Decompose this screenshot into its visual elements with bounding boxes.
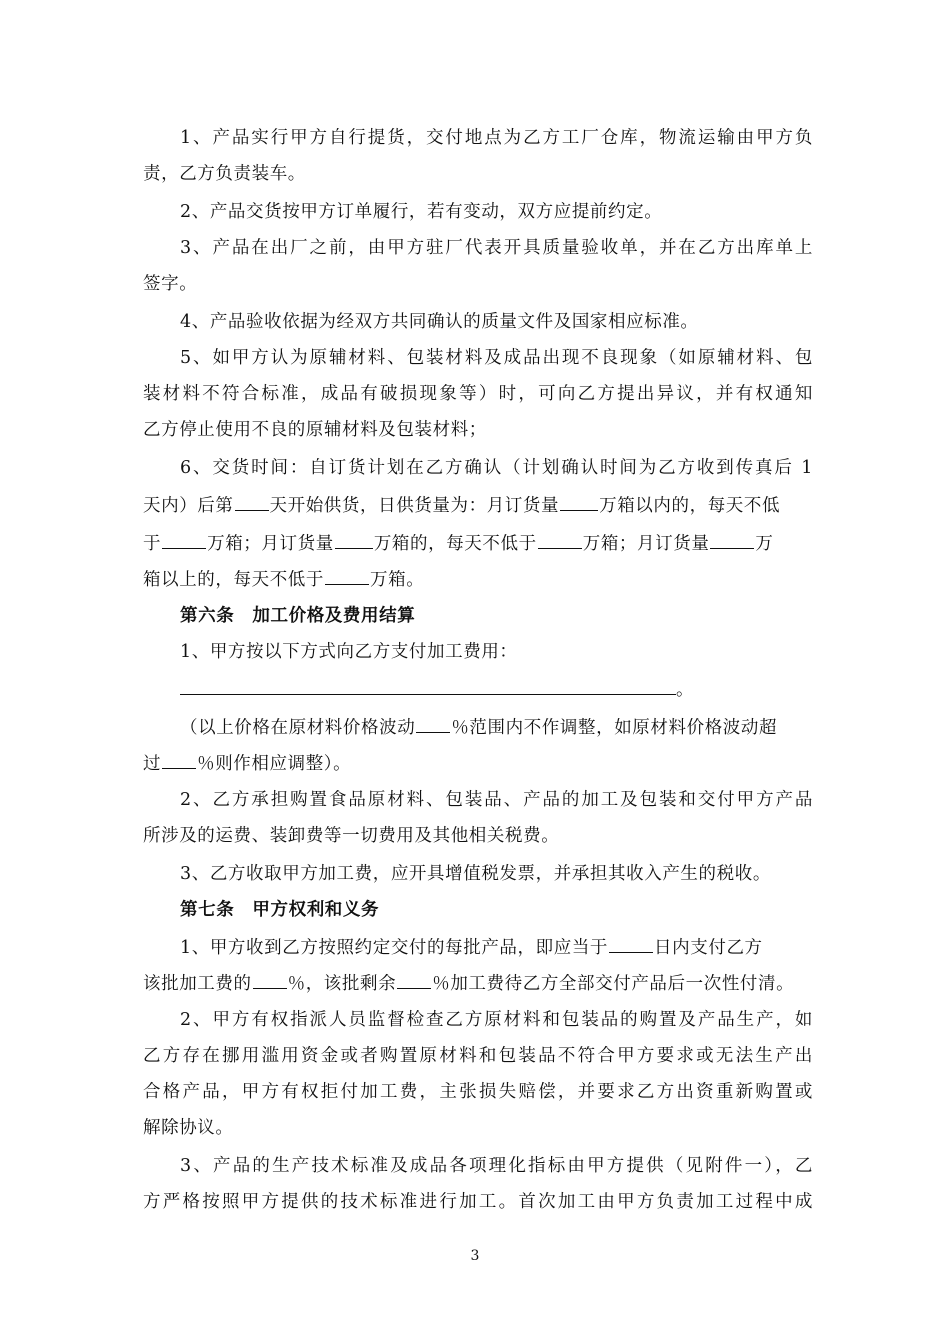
clause-5-5-line-1: 5、如甲方认为原辅材料、包装材料及成品出现不良现象（如原辅材料、包: [180, 348, 813, 368]
blank-field[interactable]: [397, 970, 431, 989]
text: 。: [676, 680, 695, 700]
clause-5-1-line-1: 1、产品实行甲方自行提货，交付地点为乙方工厂仓库，物流运输由甲方负: [180, 128, 813, 148]
text: ％，该批剩余: [287, 974, 397, 994]
blank-field[interactable]: [180, 676, 676, 695]
text: （以上价格在原材料价格波动: [180, 718, 416, 738]
text: ％范围内不作调整，如原材料价格波动超: [451, 718, 778, 738]
blank-field[interactable]: [162, 530, 206, 549]
text: 万箱的，每天不低于: [373, 534, 537, 554]
article-7-clause-2-line-2: 乙方存在挪用滥用资金或者购置原材料和包装品不符合甲方要求或无法生产出: [143, 1046, 813, 1066]
blank-field[interactable]: [609, 934, 653, 953]
text: 天内）后第: [143, 496, 234, 516]
article-7-clause-3-line-2: 方严格按照甲方提供的技术标准进行加工。首次加工由甲方负责加工过程中成: [143, 1192, 813, 1212]
clause-5-3-line-2: 签字。: [143, 274, 198, 294]
clause-5-6-line-4: [143, 566, 813, 592]
clause-5-5-line-2: 装材料不符合标准，成品有破损现象等）时，可向乙方提出异议，并有权通知: [143, 384, 813, 404]
text: 万箱；月订货量: [582, 534, 710, 554]
text: 日内支付乙方: [654, 938, 763, 958]
clause-5-6-line-1: 6、交货时间：自订货计划在乙方确认（计划确认时间为乙方收到传真后 1: [180, 458, 813, 478]
text: 万: [755, 534, 774, 554]
clause-5-6-line-3: [143, 530, 813, 556]
text: 于: [143, 534, 162, 554]
blank-field[interactable]: [335, 530, 373, 549]
article-6-clause-3: 3、乙方收取甲方加工费，应开具增值税发票，并承担其收入产生的税收。: [180, 864, 771, 884]
clause-5-2: 2、产品交货按甲方订单履行，若有变动，双方应提前约定。: [180, 202, 663, 222]
blank-field[interactable]: [325, 566, 369, 585]
article-6-clause-2-line-1: 2、乙方承担购置食品原材料、包装品、产品的加工及包装和交付甲方产品: [180, 790, 813, 810]
article-6-clause-1: 1、甲方按以下方式向乙方支付加工费用：: [180, 642, 518, 662]
text: 箱以上的，每天不低于: [143, 570, 324, 590]
text: ％加工费待乙方全部交付产品后一次性付清。: [432, 974, 795, 994]
article-7-clause-1-line-1: [180, 934, 813, 960]
blank-field[interactable]: [560, 492, 598, 511]
text: 过: [143, 754, 162, 774]
text: 该批加工费的: [143, 974, 252, 994]
text: 万箱。: [370, 570, 425, 590]
payment-method-line: [180, 676, 813, 702]
text: 天开始供货，日供货量为：月订货量: [269, 496, 560, 516]
article-6-title: 第六条 加工价格及费用结算: [180, 606, 416, 626]
article-7-clause-2-line-3: 合格产品，甲方有权拒付加工费，主张损失赔偿，并要求乙方出资重新购置或: [143, 1082, 813, 1102]
article-7-clause-2-line-1: 2、甲方有权指派人员监督检查乙方原材料和包装品的购置及产品生产，如: [180, 1010, 813, 1030]
blank-field[interactable]: [416, 714, 450, 733]
blank-field[interactable]: [538, 530, 582, 549]
text: 万箱以内的，每天不低: [599, 496, 781, 516]
blank-field[interactable]: [235, 492, 269, 511]
price-note-line-2: [143, 750, 813, 776]
blank-field[interactable]: [710, 530, 754, 549]
clause-5-4: 4、产品验收依据为经双方共同确认的质量文件及国家相应标准。: [180, 312, 699, 332]
article-7-clause-1-line-2: [143, 970, 813, 996]
text: ％则作相应调整）。: [197, 754, 352, 774]
blank-field[interactable]: [253, 970, 287, 989]
text: 万箱；月订货量: [207, 534, 334, 554]
blank-field[interactable]: [162, 750, 196, 769]
clause-5-3-line-1: 3、产品在出厂之前，由甲方驻厂代表开具质量验收单，并在乙方出库单上: [180, 238, 813, 258]
page-number: 3: [470, 1248, 480, 1264]
article-7-title: 第七条 甲方权利和义务: [180, 900, 380, 920]
article-6-clause-2-line-2: 所涉及的运费、装卸费等一切费用及其他相关税费。: [143, 826, 560, 846]
article-7-clause-3-line-1: 3、产品的生产技术标准及成品各项理化指标由甲方提供（见附件一），乙: [180, 1156, 813, 1176]
text: 1、甲方收到乙方按照约定交付的每批产品，即应当于: [180, 938, 609, 958]
clause-5-6-line-2: [143, 492, 813, 518]
price-note-line-1: [180, 714, 813, 740]
article-7-clause-2-line-4: 解除协议。: [143, 1118, 234, 1138]
clause-5-1-line-2: 责，乙方负责装车。: [143, 164, 306, 184]
clause-5-5-line-3: 乙方停止使用不良的原辅材料及包装材料；: [143, 420, 487, 440]
